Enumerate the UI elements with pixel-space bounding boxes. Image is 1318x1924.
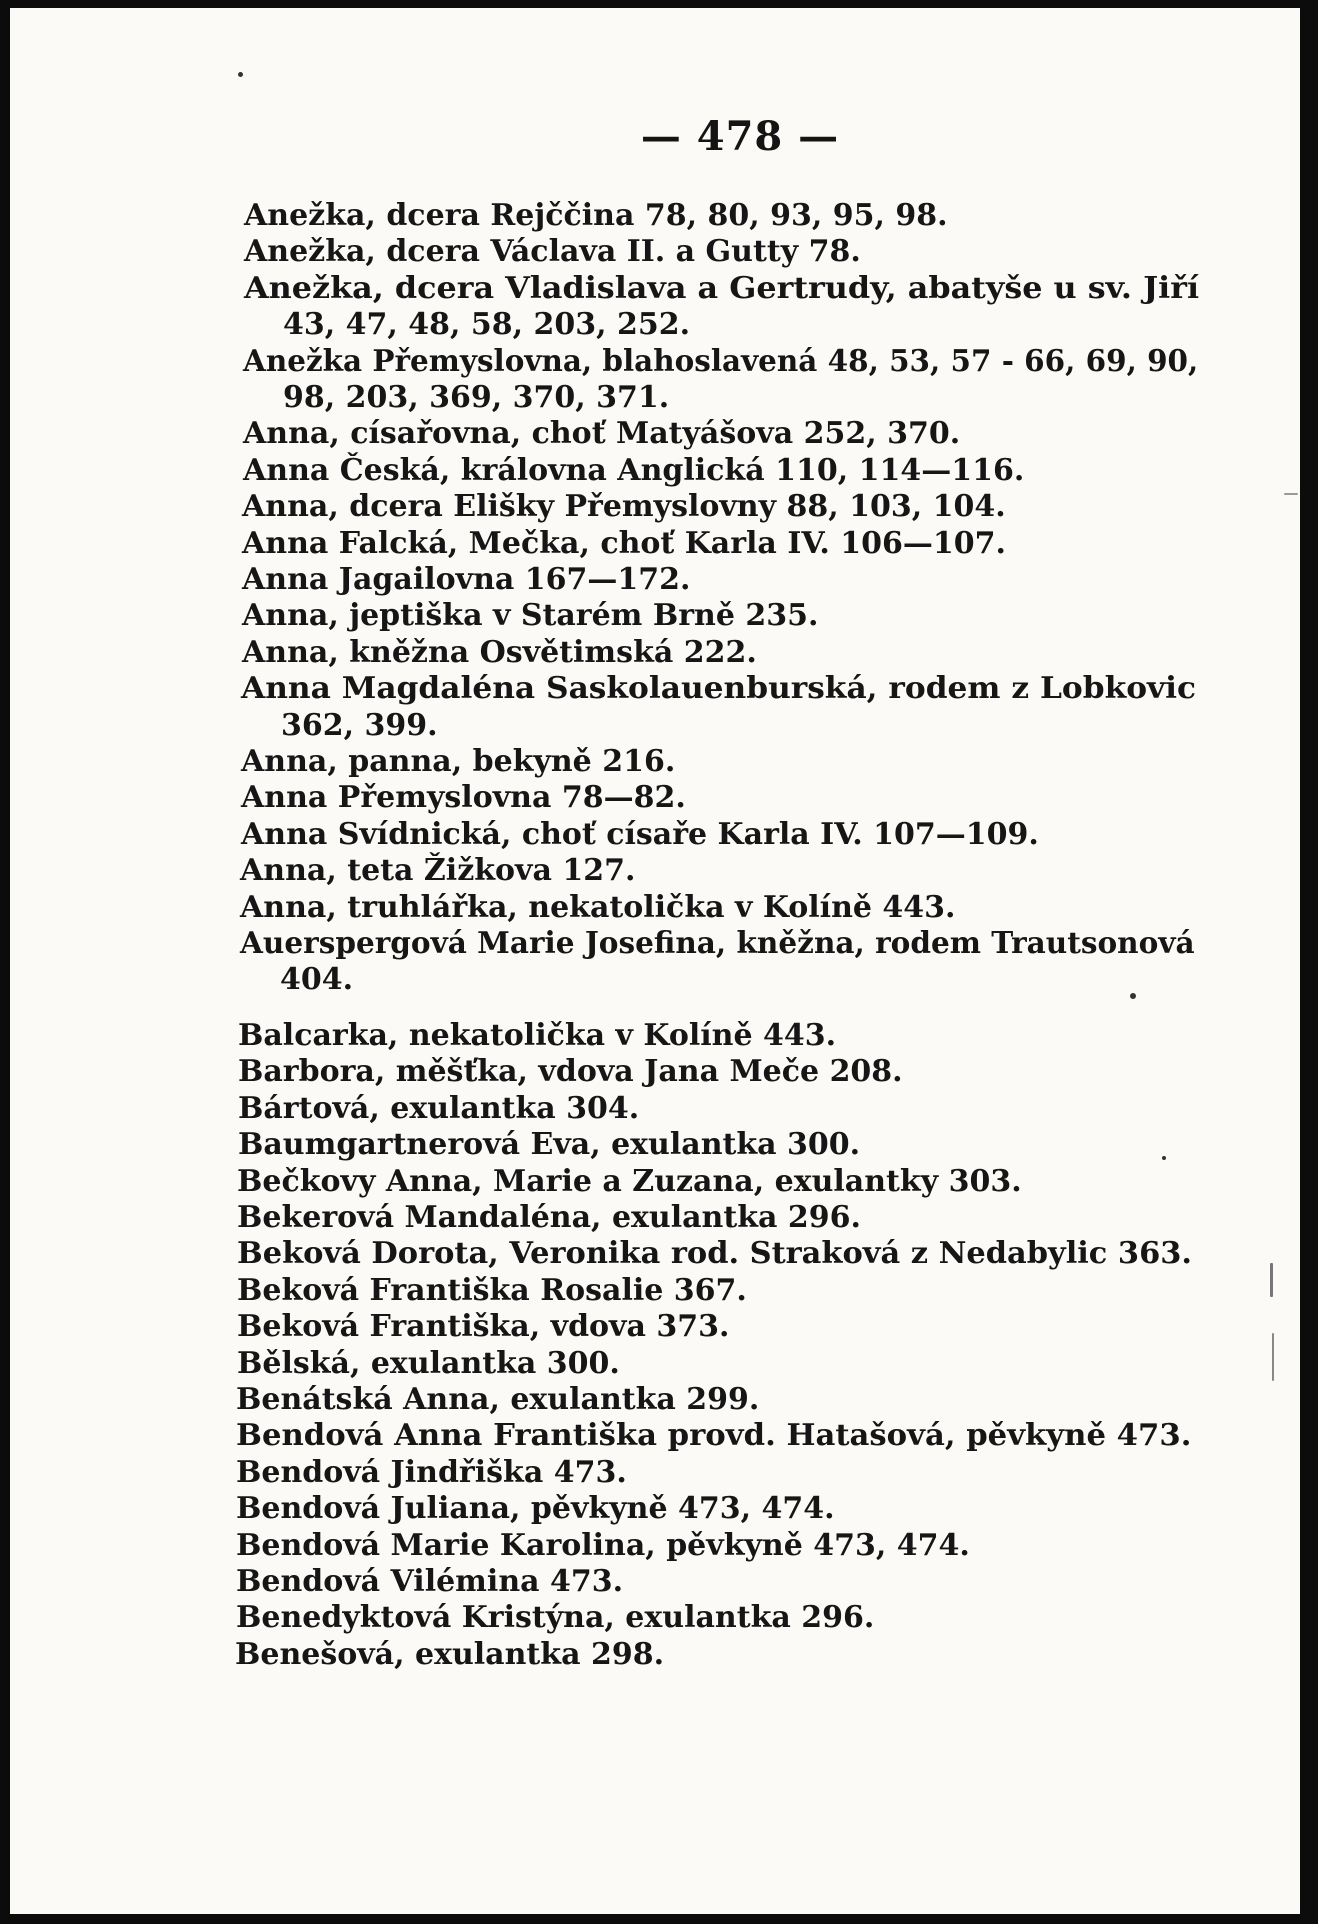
index-entry: Bendová Anna Františka provd. Hatašová, pěvkyně 473. — [236, 1418, 1192, 1453]
index-entry: Auerspergová Marie Josefina, kněžna, rodem Trautsonová — [240, 926, 1195, 961]
index-entry: Bečkovy Anna, Marie a Zuzana, exulantky 303. — [237, 1164, 1022, 1199]
index-entry: Anežka, dcera Rejččina 78, 80, 93, 95, 98. — [244, 198, 948, 233]
book-page — [10, 8, 1300, 1914]
index-entry-continuation: 362, 399. — [281, 708, 438, 743]
index-entry: Beková Dorota, Veronika rod. Straková z Nedabylic 363. — [237, 1236, 1193, 1271]
index-entry: Baumgartnerová Eva, exulantka 300. — [238, 1127, 861, 1162]
print-speck — [1284, 493, 1298, 495]
index-entry: Anežka, dcera Václava II. a Gutty 78. — [244, 234, 861, 269]
index-entry: Bekerová Mandaléna, exulantka 296. — [237, 1200, 861, 1235]
index-entry: Anna, jeptiška v Starém Brně 235. — [242, 598, 819, 633]
index-entry: Benátská Anna, exulantka 299. — [236, 1382, 760, 1417]
page-number: — 478 — — [640, 113, 840, 160]
index-entry: Anna Svídnická, choť císaře Karla IV. 107—109. — [241, 817, 1039, 852]
index-entry-continuation: 404. — [280, 962, 354, 997]
index-entry: Anna, truhlářka, nekatolička v Kolíně 443. — [240, 890, 956, 925]
index-entry-continuation: 43, 47, 48, 58, 203, 252. — [283, 307, 691, 342]
index-entry: Barbora, měšťka, vdova Jana Meče 208. — [238, 1054, 903, 1089]
index-entry: Anna, panna, bekyně 216. — [241, 744, 676, 779]
print-speck — [1272, 1333, 1274, 1381]
index-entry: Anna, kněžna Osvětimská 222. — [242, 635, 757, 670]
print-speck — [1130, 993, 1136, 999]
index-entry: Bendová Marie Karolina, pěvkyně 473, 474. — [236, 1528, 970, 1563]
index-entry: Anna, císařovna, choť Matyášova 252, 370. — [243, 416, 961, 451]
index-entry-continuation: 98, 203, 369, 370, 371. — [283, 380, 670, 415]
index-entry: Anežka Přemyslovna, blahoslavená 48, 53, 57 - 66, 69, 90, — [243, 344, 1199, 379]
print-speck — [1270, 1263, 1273, 1297]
index-entry: Beková Františka Rosalie 367. — [237, 1273, 747, 1308]
index-entry: Anna Přemyslovna 78—82. — [241, 780, 686, 815]
index-entry: Bendová Vilémina 473. — [236, 1564, 624, 1599]
index-entry: Beková Františka, vdova 373. — [237, 1309, 730, 1344]
index-entry: Anna Jagailovna 167—172. — [242, 562, 691, 597]
index-entry: Anna, dcera Elišky Přemyslovny 88, 103, 104. — [242, 489, 1006, 524]
index-entry: Anna Česká, královna Anglická 110, 114—116. — [243, 453, 1025, 488]
index-entry: Bártová, exulantka 304. — [238, 1091, 640, 1126]
print-speck — [1162, 1156, 1166, 1160]
index-entry: Benešová, exulantka 298. — [235, 1637, 665, 1672]
index-entry: Balcarka, nekatolička v Kolíně 443. — [238, 1018, 837, 1053]
index-entry: Anna Falcká, Mečka, choť Karla IV. 106—107. — [242, 526, 1006, 561]
index-entry: Anežka, dcera Vladislava a Gertrudy, abatyše u sv. Jiří — [244, 271, 1200, 306]
index-entry: Anna Magdaléna Saskolauenburská, rodem z Lobkovic — [241, 671, 1197, 706]
index-entry: Benedyktová Kristýna, exulantka 296. — [236, 1600, 875, 1635]
index-entry: Bendová Jindřiška 473. — [236, 1455, 627, 1490]
index-entry: Bendová Juliana, pěvkyně 473, 474. — [236, 1491, 835, 1526]
print-speck — [238, 72, 243, 77]
index-entry: Bělská, exulantka 300. — [237, 1346, 620, 1381]
index-entry: Anna, teta Žižkova 127. — [240, 853, 636, 888]
name-index — [10, 8, 1300, 1914]
